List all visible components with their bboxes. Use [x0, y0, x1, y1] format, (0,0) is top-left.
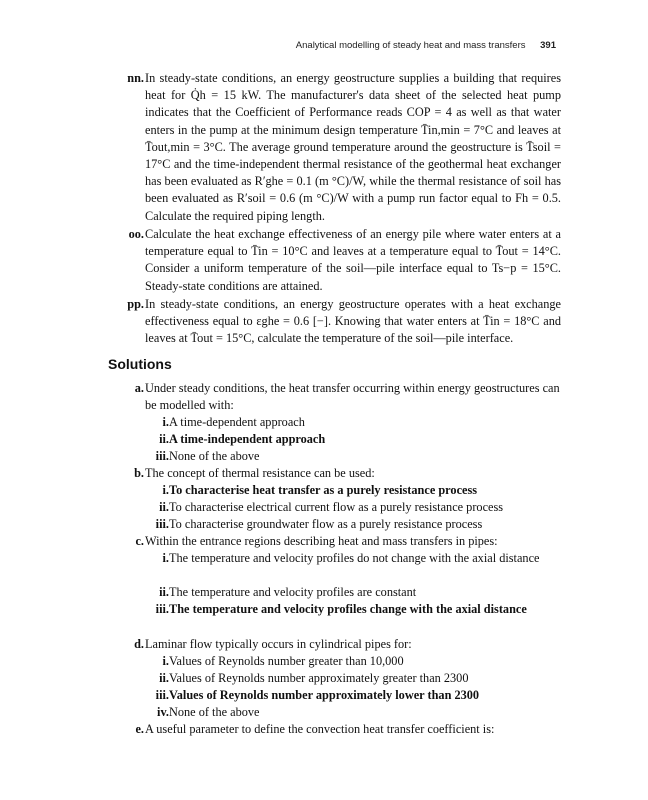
option-text: The temperature and velocity profiles do not change with the axial distance	[169, 551, 540, 565]
option-text: A time-independent approach	[169, 432, 326, 446]
option-text: The temperature and velocity profiles change with the axial distance	[169, 602, 527, 616]
solution-label: b.	[134, 466, 144, 480]
option-a-ii-correct	[108, 431, 561, 448]
option-b-ii	[108, 499, 561, 516]
solution-label: d.	[134, 637, 144, 651]
solution-d	[108, 636, 561, 653]
exercise-label: pp.	[127, 297, 144, 311]
solution-text: A useful parameter to define the convection heat transfer coefficient is:	[145, 722, 495, 736]
solution-a	[108, 380, 561, 414]
exercise-pp	[108, 296, 561, 348]
option-d-iii-correct	[108, 687, 561, 704]
option-label: i.	[162, 415, 169, 429]
solution-text: The concept of thermal resistance can be used:	[145, 466, 375, 480]
option-text: Values of Reynolds number approximately lower than 2300	[169, 688, 480, 702]
option-label: iii.	[155, 449, 169, 463]
solutions-heading: Solutions	[108, 356, 172, 372]
option-text: To characterise heat transfer as a purely resistance process	[169, 483, 478, 497]
solution-label: c.	[135, 534, 144, 548]
option-label: iii.	[155, 517, 169, 531]
solution-c	[108, 533, 561, 550]
solution-text: Within the entrance regions describing heat and mass transfers in pipes:	[145, 534, 498, 548]
option-label: ii.	[159, 500, 169, 514]
solution-label: a.	[134, 381, 144, 395]
option-label: i.	[162, 654, 169, 668]
running-title: Analytical modelling of steady heat and mass transfers	[295, 40, 526, 51]
exercise-text: Calculate the heat exchange effectiveness of an energy pile where water enters at a temperature equal to T̄in = 10°C and leaves at a temperature equal to T̄out = 14°C. Consider a uniform temperature of the soil—pile interface equal to Ts−p = 15°C. Steady-state conditions are attained.	[145, 227, 561, 293]
page-number: 391	[540, 40, 556, 51]
option-text: None of the above	[169, 449, 260, 463]
option-text: Values of Reynolds number greater than 10,000	[169, 654, 404, 668]
option-text: To characterise groundwater flow as a purely resistance process	[169, 517, 483, 531]
option-label: ii.	[159, 432, 169, 446]
exercise-text: In steady-state conditions, an energy geostructure supplies a building that requires heat for Q̇h = 15 kW. The manufacturer's data sheet of the selected heat pump indicates that the Coefficient of Performance reads COP = 4 as well as that water enters in the pump at the minimum design temperature T̄in,min = 7°C and leaves at T̄out,min = 3°C. The average ground temperature around the geostructure is T̄soil = 17°C and the time-independent thermal resistance of the geothermal heat exchanger has been evaluated as R′ghe = 0.1 (m °C)/W, while the thermal resistance of soil has been evaluated as R′soil = 0.6 (m °C)/W with a pump run factor equal to Fh = 0.5. Calculate the required piping length.	[145, 71, 561, 223]
exercise-label: nn.	[127, 71, 144, 85]
solution-label: e.	[135, 722, 144, 736]
solution-b	[108, 465, 561, 482]
exercise-label: oo.	[128, 227, 144, 241]
option-label: i.	[162, 551, 169, 565]
option-c-ii	[108, 584, 561, 601]
option-text: Values of Reynolds number approximately greater than 2300	[169, 671, 469, 685]
option-c-i	[108, 550, 561, 567]
option-d-iv	[108, 704, 561, 721]
option-label: i.	[162, 483, 169, 497]
exercise-nn	[108, 70, 561, 225]
option-label: iii.	[155, 688, 169, 702]
solution-e	[108, 721, 561, 738]
option-text: The temperature and velocity profiles are constant	[169, 585, 417, 599]
option-d-i	[108, 653, 561, 670]
solution-text: Under steady conditions, the heat transfer occurring within energy geostructures can be modelled with:	[145, 381, 560, 413]
option-text: A time-dependent approach	[169, 415, 305, 429]
option-label: iv.	[157, 705, 169, 719]
option-label: iii.	[155, 602, 169, 616]
option-d-ii	[108, 670, 561, 687]
option-c-iii-correct	[108, 601, 561, 618]
option-b-i-correct	[108, 482, 561, 499]
option-b-iii	[108, 516, 561, 533]
option-label: ii.	[159, 585, 169, 599]
option-a-i	[108, 414, 561, 431]
exercise-oo	[108, 226, 561, 295]
option-text: None of the above	[169, 705, 260, 719]
option-label: ii.	[159, 671, 169, 685]
solution-text: Laminar flow typically occurs in cylindrical pipes for:	[145, 637, 412, 651]
option-text: To characterise electrical current flow as a purely resistance process	[169, 500, 504, 514]
exercise-text: In steady-state conditions, an energy geostructure operates with a heat exchange effectiveness equal to εghe = 0.6 [−]. Knowing that water enters at T̄in = 18°C and leaves at T̄out = 15°C, calculate the temperature of the soil—pile interface.	[145, 297, 561, 346]
option-a-iii	[108, 448, 561, 465]
running-header	[296, 40, 556, 51]
